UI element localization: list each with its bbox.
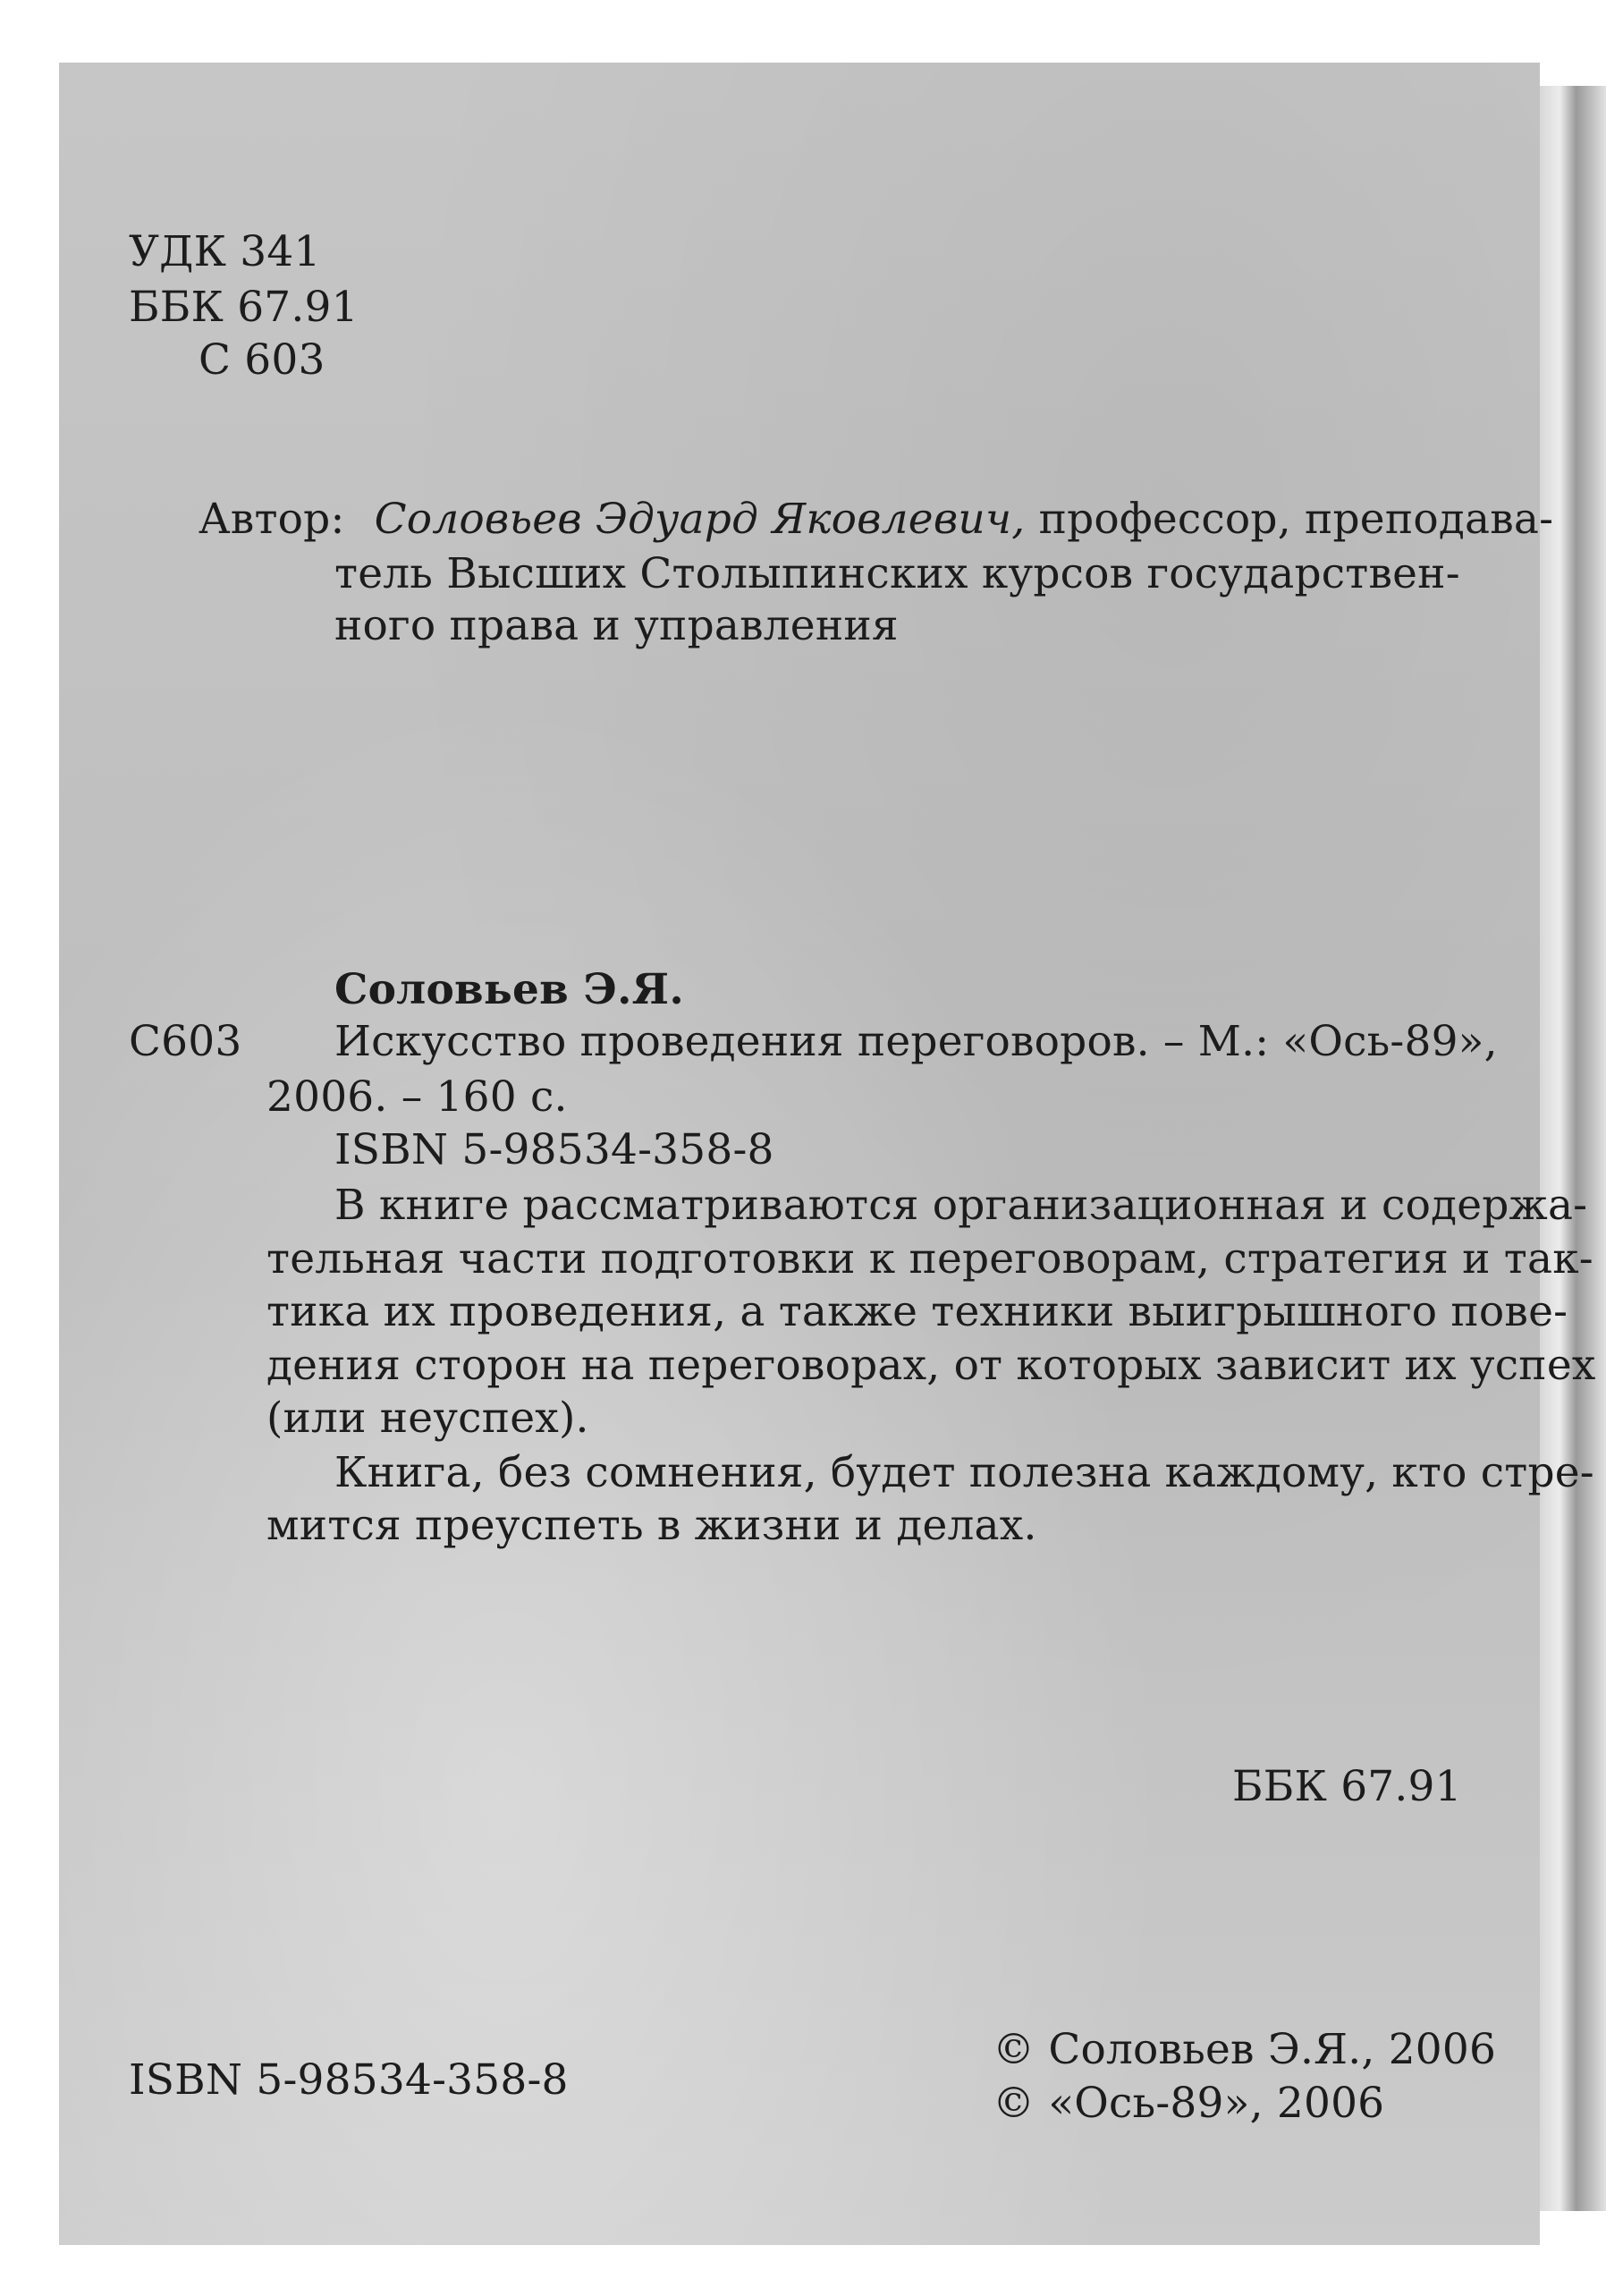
copyright-publisher: © «Ось-89», 2006	[993, 2079, 1385, 2128]
closing-line: Книга, без сомнения, будет полезна каждому, кто стре-	[334, 1448, 1594, 1497]
author-title: профессор, преподава-	[1038, 495, 1554, 544]
author-label: Автор:	[199, 495, 345, 544]
catalog-bbk: ББК 67.91	[1232, 1762, 1462, 1811]
copyright-author: © Соловьев Э.Я., 2006	[993, 2025, 1497, 2074]
book-spine-edge	[1540, 86, 1606, 2211]
annotation-line: тика их проведения, а также техники выигрышного пове-	[266, 1287, 1568, 1336]
udk-code: УДК 341	[129, 227, 321, 276]
closing-line: мится преуспеть в жизни и делах.	[266, 1501, 1037, 1550]
annotation-line: тельная части подготовки к переговорам, стратегия и так-	[266, 1234, 1593, 1284]
catalog-code: С603	[129, 1017, 242, 1066]
bbk-code: ББК 67.91	[129, 283, 359, 332]
annotation-line: В книге рассматриваются организационная и содержа-	[334, 1181, 1588, 1230]
footer-isbn: ISBN 5-98534-358-8	[129, 2055, 569, 2105]
author-full-name: Соловьев Эдуард Яковлевич,	[374, 495, 1026, 544]
annotation-line: (или неуспех).	[266, 1394, 589, 1443]
author-note-line3: ного права и управления	[334, 601, 899, 650]
author-note-first-line	[199, 493, 1553, 546]
catalog-title-line1: Искусство проведения переговоров. – М.: «Ось-89»,	[334, 1017, 1498, 1066]
catalog-title-line2: 2006. – 160 с.	[266, 1072, 568, 1122]
catalog-isbn: ISBN 5-98534-358-8	[334, 1125, 774, 1174]
page	[59, 63, 1540, 2245]
author-note-line2: тель Высших Столыпинских курсов государствен-	[334, 549, 1460, 598]
author-mark: С 603	[199, 335, 325, 385]
catalog-author: Соловьев Э.Я.	[334, 965, 684, 1014]
annotation-line: дения сторон на переговорах, от которых зависит их успех	[266, 1341, 1596, 1390]
